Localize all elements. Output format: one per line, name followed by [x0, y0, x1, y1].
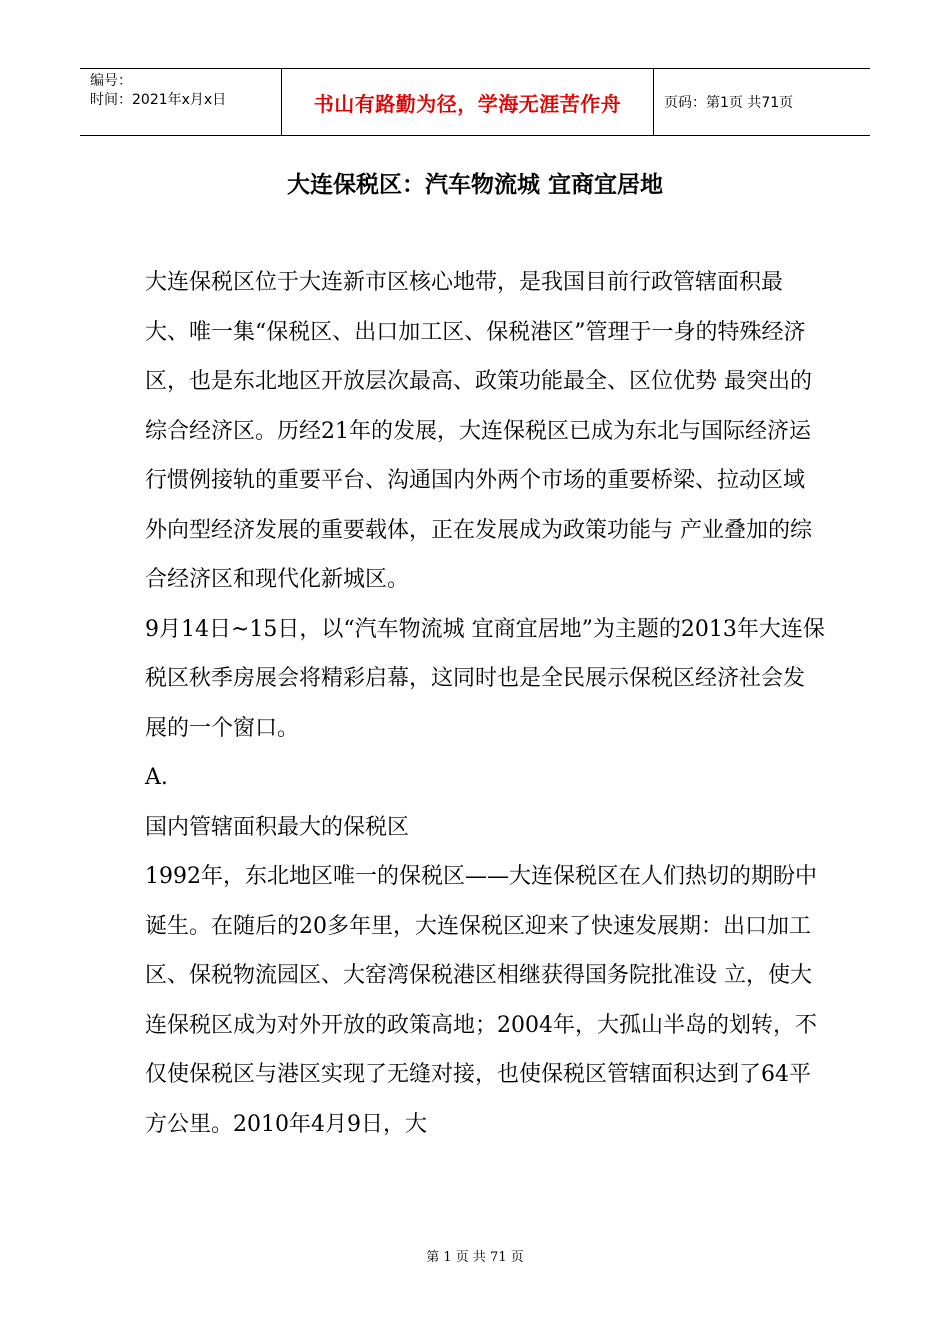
document-title: 大连保税区：汽车物流城 宜商宜居地 — [286, 172, 663, 198]
document-body — [145, 258, 825, 1149]
paragraph-expo: 9月14日~15日，以“汽车物流城 宜商宜居地”为主题的2013年大连保税区秋季房展会将精彩启幕，这同时也是全民展示保税区经济社会发展的一个窗口。 — [145, 616, 825, 741]
document-number-label: 编号： — [90, 73, 132, 89]
paragraph-intro: 大连保税区位于大连新市区核心地带，是我国目前行政管辖面积最大、唯一集“保税区、出口加工区、保税港区”管理于一身的特殊经济区，也是东北地区开放层次最高、政策功能最全、区位优势 最突出的综合经济区。历经21年的发展，大连保税区已成为东北与国际经济运行惯例接轨的重要平台、沟通国内外两个市场的重要桥梁、拉动区域外向型经济发展的重要载体，正在发展成为政策功能与 产业叠加的综合经济区和现代化新城区。 — [145, 270, 812, 592]
section-heading: 国内管辖面积最大的保税区 — [145, 814, 410, 840]
header-motto-cell — [282, 69, 654, 135]
document-date: 时间：2021年x月x日 — [90, 92, 227, 108]
header-page-cell — [654, 69, 870, 135]
header-motto: 书山有路勤为径，学海无涯苦作舟 — [313, 91, 622, 116]
page-footer: 第 1 页 共 71 页 — [426, 1250, 524, 1265]
header-table — [80, 68, 870, 136]
header-meta-cell — [80, 69, 282, 135]
section-marker: A. — [145, 765, 168, 790]
header-page-info: 页码：第1页 共71页 — [664, 95, 794, 111]
paragraph-history: 1992年，东北地区唯一的保税区——大连保税区在人们热切的期盼中诞生。在随后的20多年里，大连保税区迎来了快速发展期：出口加工区、保税物流园区、大窑湾保税港区相继获得国务院批准设 立，使大连保税区成为对外开放的政策高地；2004年，大孤山半岛的划转，不仅使保税区与港区实现了无缝对接，也使保税区管辖面积达到了64平方公里。2010年4月9日，大 — [145, 864, 817, 1137]
